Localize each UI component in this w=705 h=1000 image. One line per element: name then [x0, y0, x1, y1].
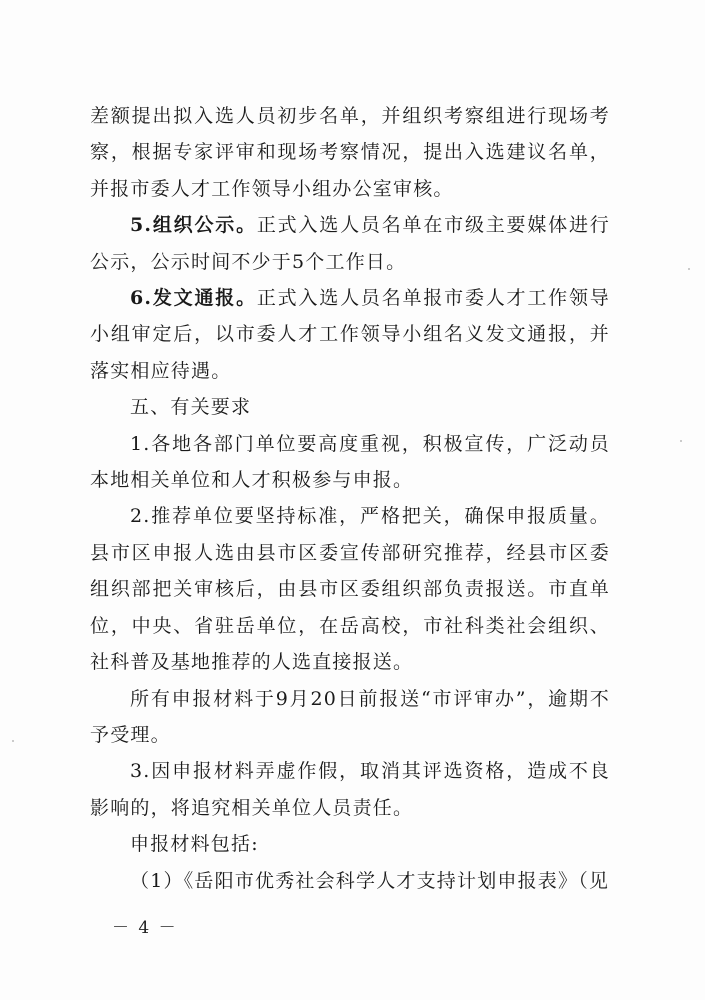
paragraph-requirement-1: 1.各地各部门单位要高度重视，积极宣传，广泛动员本地相关单位和人才积极参与申报。: [90, 432, 610, 492]
paragraph-deadline: 所有申报材料于9月20日前报送“市评审办”，逾期不予受理。: [90, 687, 610, 746]
paragraph-requirement-3: 3.因申报材料弄虚作假，取消其评选资格，造成不良影响的，将追究相关单位人员责任。: [90, 760, 610, 819]
step-text-publicity: 正式入选人员名单在市级主要媒体进行公示，公示时间不少于5个工作日。: [90, 214, 610, 273]
scan-speck: [12, 740, 14, 742]
paragraph-materials-intro: 申报材料包括:: [130, 833, 259, 856]
paragraph-material-item-1: （1）《岳阳市优秀社会科学人才支持计划申报表》（见: [130, 869, 610, 892]
step-title-notification: 6.发文通报。: [130, 287, 257, 310]
scan-speck: [688, 268, 690, 270]
paragraph-requirement-2: 2.推荐单位要坚持标准，严格把关，确保申报质量。县市区申报人选由县市区委宣传部研究推荐，经县市区委组织部把关审核后，由县市区委组织部负责报送。市直单位，中央、省驻岳单位，在岳高校，市社科类社会组织、社科普及基地推荐的人选直接报送。: [90, 505, 610, 674]
paragraph-publicity: [90, 207, 610, 280]
section-heading-requirements: 五、有关要求: [130, 396, 252, 419]
step-title-publicity: 5.组织公示。: [130, 214, 257, 237]
paragraph-notification: [90, 280, 610, 389]
scan-speck: [680, 440, 682, 442]
page-number: － 4 －: [112, 918, 178, 938]
step-text-notification: 正式入选人员名单报市委人才工作领导小组审定后，以市委人才工作领导小组名义发文通报，并落实相应待遇。: [90, 287, 610, 382]
document-body: [90, 98, 610, 899]
paragraph-review-procedure: 差额提出拟入选人员初步名单，并组织考察组进行现场考察，根据专家评审和现场考察情况，提出入选建议名单，并报市委人才工作领导小组办公室审核。: [90, 105, 610, 200]
